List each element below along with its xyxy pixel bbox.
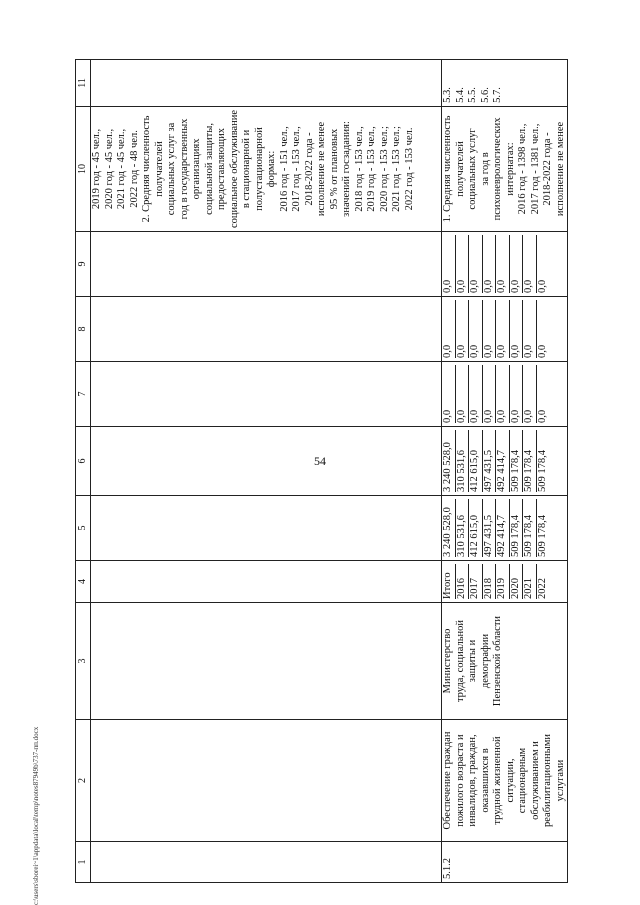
program-table (75, 59, 568, 883)
line-0: Обеспечение граждан (442, 731, 453, 830)
line-7: обслуживанием и (529, 741, 541, 820)
line-6: 509 178,4 (523, 430, 537, 492)
line-6: 509 178,4 (523, 499, 537, 557)
line-5: 2020 (510, 564, 524, 599)
line-25: 2022 год - 153 чел. (403, 127, 415, 211)
col-header-9: 9 (76, 232, 91, 297)
line-5: 509 178,4 (510, 430, 524, 492)
line-4: 5.7. (492, 87, 503, 103)
cont-indicators-cell (91, 106, 442, 231)
measure-number: 5.1.2 (442, 842, 568, 883)
related-indicators (442, 59, 568, 106)
cont-cell-9 (91, 232, 442, 297)
line-24: 2021 год - 153 чел.; (391, 126, 402, 212)
line-2: 0,0 (469, 365, 483, 423)
line-3: 5.6. (479, 87, 491, 103)
line-3: демографии (479, 633, 491, 689)
line-16: 2017 год - 153 чел., (291, 126, 302, 212)
col-header-7: 7 (76, 362, 91, 427)
line-21: 2018 год - 153 чел., (353, 126, 365, 212)
line-4: Пензенской области (492, 615, 503, 707)
line-2: 412 615,0 (469, 499, 483, 557)
line-9: услугами (554, 759, 566, 802)
line-1: 0,0 (456, 300, 470, 358)
line-0: 3 240 528,0 (442, 430, 456, 492)
line-4: 492 414,7 (496, 499, 510, 557)
line-7: 0,0 (536, 409, 548, 423)
line-8: реабилитационными (542, 734, 553, 827)
cont-cell-11 (91, 59, 442, 106)
col-header-1: 1 (76, 842, 91, 883)
line-10: предоставляющих (216, 127, 227, 210)
line-2: 0,0 (469, 300, 483, 358)
col-header-2: 2 (76, 720, 91, 842)
line-6: 2016 год - 1398 чел., (517, 123, 528, 215)
file-path-footer: c:\users\sborei~1\appdata\local\temp\notes87949b\737-пп.docx (32, 726, 40, 905)
line-0: 0,0 (442, 365, 456, 423)
line-0: 2019 год - 45 чел., (91, 128, 102, 210)
line-2: 2017 (469, 564, 483, 599)
line-22: 2019 год - 153 чел., (366, 126, 377, 212)
line-4: 0,0 (496, 365, 510, 423)
cont-cell-4 (91, 561, 442, 603)
line-5: 509 178,4 (510, 499, 524, 557)
line-12: в стационарной и (241, 129, 252, 209)
page-number: 54 (314, 454, 326, 468)
measure-name (442, 720, 568, 842)
line-7: 0,0 (536, 344, 548, 358)
total-funding-column (442, 496, 568, 561)
line-3: за год в (479, 152, 491, 186)
line-3: 0,0 (483, 235, 497, 293)
col-header-8: 8 (76, 297, 91, 362)
local-budget-column (442, 297, 568, 362)
line-5: 0,0 (510, 235, 524, 293)
indicators-cell (442, 106, 568, 231)
line-9: исполнение не менее (554, 121, 566, 217)
line-4: 0,0 (496, 300, 510, 358)
line-1: 2020 год - 45 чел., (103, 128, 115, 210)
line-17: 2018-2022 года - (303, 132, 315, 206)
line-2: защиты и (467, 639, 478, 683)
line-3: 497 431,5 (483, 499, 497, 557)
line-19: 95 % от плановых (328, 128, 340, 210)
year-column (442, 561, 568, 603)
line-0: Итого (442, 564, 456, 599)
line-8: организациях (191, 138, 202, 200)
line-20: значений госзадания: (341, 121, 352, 217)
col-header-5: 5 (76, 496, 91, 561)
line-0: 1. Средняя численность (442, 115, 453, 223)
col-header-6: 6 (76, 427, 91, 496)
cont-cell-8 (91, 297, 442, 362)
line-0: 5.3. (442, 87, 453, 103)
line-5: интернатах: (504, 142, 516, 196)
line-2: 412 615,0 (469, 430, 483, 492)
line-23: 2020 год - 153 чел.; (378, 126, 390, 212)
regional-budget-column (442, 427, 568, 496)
line-3: оказавшихся в (479, 748, 491, 813)
line-8: 2018-2022 года - (542, 132, 553, 206)
line-5: 0,0 (510, 365, 524, 423)
line-6: 0,0 (523, 365, 537, 423)
line-5: 0,0 (510, 300, 524, 358)
cont-cell-6 (91, 427, 442, 496)
line-7: 2022 (536, 578, 548, 599)
line-6: 0,0 (523, 300, 537, 358)
line-3: 0,0 (483, 365, 497, 423)
line-18: исполнение не менее (316, 121, 327, 217)
col-header-3: 3 (76, 603, 91, 720)
line-5: ситуации, (504, 758, 516, 803)
line-1: пожилого возраста и (454, 734, 466, 827)
line-4: 2019 (496, 564, 510, 599)
col-header-4: 4 (76, 561, 91, 603)
line-5: получателей (153, 141, 165, 197)
cont-cell-5 (91, 496, 442, 561)
line-6: социальных услуг за (166, 122, 177, 216)
column-number-row (76, 59, 91, 882)
line-6: стационарным (517, 747, 528, 814)
line-3: 497 431,5 (483, 430, 497, 492)
col-header-11: 11 (76, 59, 91, 106)
federal-budget-column (442, 362, 568, 427)
line-14: формах: (266, 150, 277, 188)
line-2: инвалидов, граждан, (467, 734, 478, 827)
line-6: 0,0 (523, 235, 537, 293)
line-4: 0,0 (496, 235, 510, 293)
line-1: 310 531,6 (456, 499, 470, 557)
responsible-executor (442, 603, 568, 720)
line-4: психоневрологических (492, 117, 503, 221)
line-3: 2018 (483, 564, 497, 599)
line-7: год в государственных (178, 118, 190, 220)
line-1: труда, социальной (454, 619, 466, 703)
line-4: трудной жизненной (492, 736, 503, 825)
cont-cell-7 (91, 362, 442, 427)
line-1: 2016 (456, 564, 470, 599)
line-0: Министерство (442, 628, 453, 694)
line-0: 3 240 528,0 (442, 499, 456, 557)
line-3: 2022 год - 48 чел. (128, 130, 140, 208)
line-7: 509 178,4 (536, 515, 548, 557)
line-4: 2. Средняя численность (141, 115, 152, 223)
line-1: 310 531,6 (456, 430, 470, 492)
line-0: 0,0 (442, 235, 456, 293)
line-1: 0,0 (456, 365, 470, 423)
line-11: социальное обслуживание (228, 109, 240, 228)
col-header-10: 10 (76, 106, 91, 231)
line-7: 0,0 (536, 279, 548, 293)
line-0: 0,0 (442, 300, 456, 358)
line-4: 492 414,7 (496, 430, 510, 492)
line-3: 0,0 (483, 300, 497, 358)
cont-cell-1 (91, 842, 442, 883)
cont-cell-2 (91, 720, 442, 842)
line-1: 0,0 (456, 235, 470, 293)
line-2: 0,0 (469, 235, 483, 293)
line-2: социальных услуг (467, 128, 478, 210)
line-9: социальной защиты, (203, 123, 215, 215)
line-1: получателей (454, 141, 466, 197)
line-15: 2016 год - 151 чел., (278, 126, 290, 212)
line-2: 5.5. (467, 87, 478, 103)
line-7: 509 178,4 (536, 450, 548, 492)
line-13: полустационарной (253, 127, 265, 211)
continuation-row (91, 59, 442, 882)
line-6: 2021 (523, 564, 537, 599)
line-2: 2021 год - 45 чел., (116, 128, 127, 210)
measure-row-5-1-2 (442, 59, 568, 882)
extrabudget-column (442, 232, 568, 297)
line-7: 2017 год - 1381 чел., (529, 123, 541, 215)
line-1: 5.4. (454, 87, 466, 103)
cont-cell-3 (91, 603, 442, 720)
